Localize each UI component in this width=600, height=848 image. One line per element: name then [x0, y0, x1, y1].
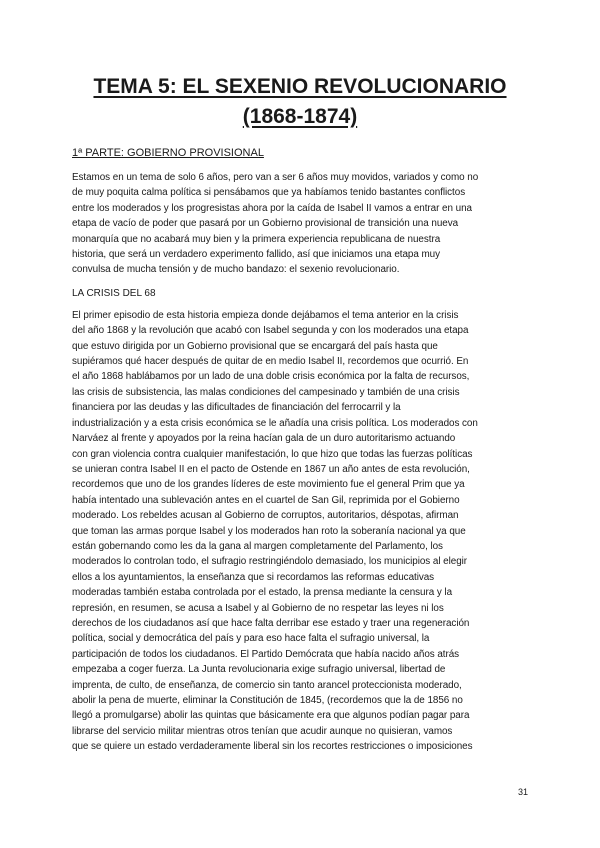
section-heading: 1ª PARTE: GOBIERNO PROVISIONAL	[72, 147, 264, 159]
body-text-line: moderado. Los rebeldes acusan al Gobierno de corruptos, autoritarios, déspotas, afirman	[72, 510, 459, 522]
body-text-line: El primer episodio de esta historia empieza donde dejábamos el tema anterior en la crisis	[72, 309, 459, 321]
body-text-line: Narváez al frente y apoyados por la reina hacían gala de un duro autoritarismo actuando	[72, 433, 456, 445]
body-text-line: están gobernando como les da la gana al margen completamente del Parlamento, los	[72, 540, 443, 552]
body-paragraph	[72, 308, 528, 755]
body-text-line: abolir la pena de muerte, eliminar la Constitución de 1845, (recordemos que la de 1856 no	[72, 695, 463, 706]
body-text-line: recordemos que uno de los grandes líderes de este movimiento fue el general Prim que ya	[72, 479, 465, 491]
body-text-line: el año 1868 hablábamos por un lado de una doble crisis económica por la falta de recursos,	[72, 371, 470, 383]
body-text-line: ellos a los ayuntamientos, la enseñanza que si recordamos las reformas educativas	[72, 571, 435, 583]
body-text-line: supiéramos qué hacer después de quitar de en medio Isabel II, recordemos que ocurrió. En	[72, 356, 469, 368]
title-line-1: TEMA 5: EL SEXENIO REVOLUCIONARIO	[93, 75, 507, 98]
body-text-line: moderadas también estaba controlada por el estado, la prensa mediante la censura y la	[72, 587, 453, 599]
body-text-line: se unieran contra Isabel II en el pacto de Ostende en 1867 un año antes de esta revolución,	[72, 463, 470, 475]
intro-text-line: etapa de vacío de poder que pasará por un Gobierno provisional de transición una nueva	[72, 218, 459, 230]
body-text-line: con gran violencia contra cualquier manifestación, lo que hizo que todas las fuerzas políticas	[72, 448, 473, 460]
body-text-line: que toman las armas porque Isabel y los moderados han roto la soberanía nacional ya que	[72, 525, 466, 537]
body-text-line: derechos de los ciudadanos así que hace falta derribar ese estado y traer una regeneración	[72, 617, 470, 629]
body-text-line: librarse del servicio militar mientras otros tenían que acudir aunque no quisieran, vamos	[72, 725, 453, 737]
body-text-line: industrialización y a esta crisis económica se le añadía una crisis política. Los moderados con	[72, 417, 478, 429]
intro-text-line: historia, que será un verdadero experimento fallido, así que iniciamos una etapa muy	[72, 249, 440, 261]
body-text-line: imprenta, de culto, de enseñanza, de comercio sin tanto arancel proteccionista moderado,	[72, 679, 462, 691]
body-text-line: moderados lo controlan todo, el sufragio restringiéndolo demasiado, los municipios al elegir	[72, 556, 468, 568]
body-text-line: financiera por las deudas y las dificultades de financiación del ferrocarril y la	[72, 402, 401, 414]
body-text-line: participación de todos los ciudadanos. El Partido Demócrata que había nacido años atrás	[72, 648, 460, 660]
intro-paragraph	[72, 170, 528, 278]
intro-text-line: convulsa de mucha tensión y de mucho bandazo: el sexenio revolucionario.	[72, 264, 400, 276]
body-text-line: había intentado una sublevación antes en el cuartel de San Gil, reprimida por el Gobierno	[72, 494, 460, 506]
body-text-line: política, social y democrática del país y para eso hace falta el sufragio universal, la	[72, 633, 430, 645]
intro-text-line: Estamos en un tema de solo 6 años, pero van a ser 6 años muy movidos, variados y como no	[72, 172, 479, 183]
body-text-line: del año 1868 y la revolución que acabó con Isabel segunda y con los moderados una etapa	[72, 325, 469, 337]
page-number: 31	[517, 787, 528, 797]
body-text-line: que se quiere un estado verdaderamente liberal sin los recortes restricciones o imposiciones	[72, 741, 473, 753]
body-text-line: las crisis de subsistencia, las malas condiciones del campesinado y también de una crisis	[72, 386, 460, 398]
subheading-crisis-68: LA CRISIS DEL 68	[72, 287, 156, 299]
intro-text-line: de muy poquita calma política si pensábamos que ya habíamos tenido bastantes conflictos	[72, 187, 466, 199]
intro-text-line: monarquía que no acabará muy bien y la primera experiencia republicana de nuestra	[72, 233, 441, 245]
title-line-2: (1868-1874)	[242, 105, 358, 128]
body-text-line: empezaba a coger fuerza. La Junta revolucionaria exige sufragio universal, libertad de	[72, 664, 446, 676]
page-title	[72, 72, 528, 132]
body-text-line: que estuvo dirigida por un Gobierno provisional que se encargará del país hasta que	[72, 340, 438, 352]
body-text-line: represión, en resumen, se acusa a Isabel y al Gobierno de no respetar las leyes ni los	[72, 602, 444, 614]
body-text-line: llegó a promulgarse) abolir las quintas que básicamente era que algunos podían pagar para	[72, 710, 470, 722]
intro-text-line: entre los moderados y los progresistas ahora por la caída de Isabel II vamos a entrar en una	[72, 202, 472, 214]
